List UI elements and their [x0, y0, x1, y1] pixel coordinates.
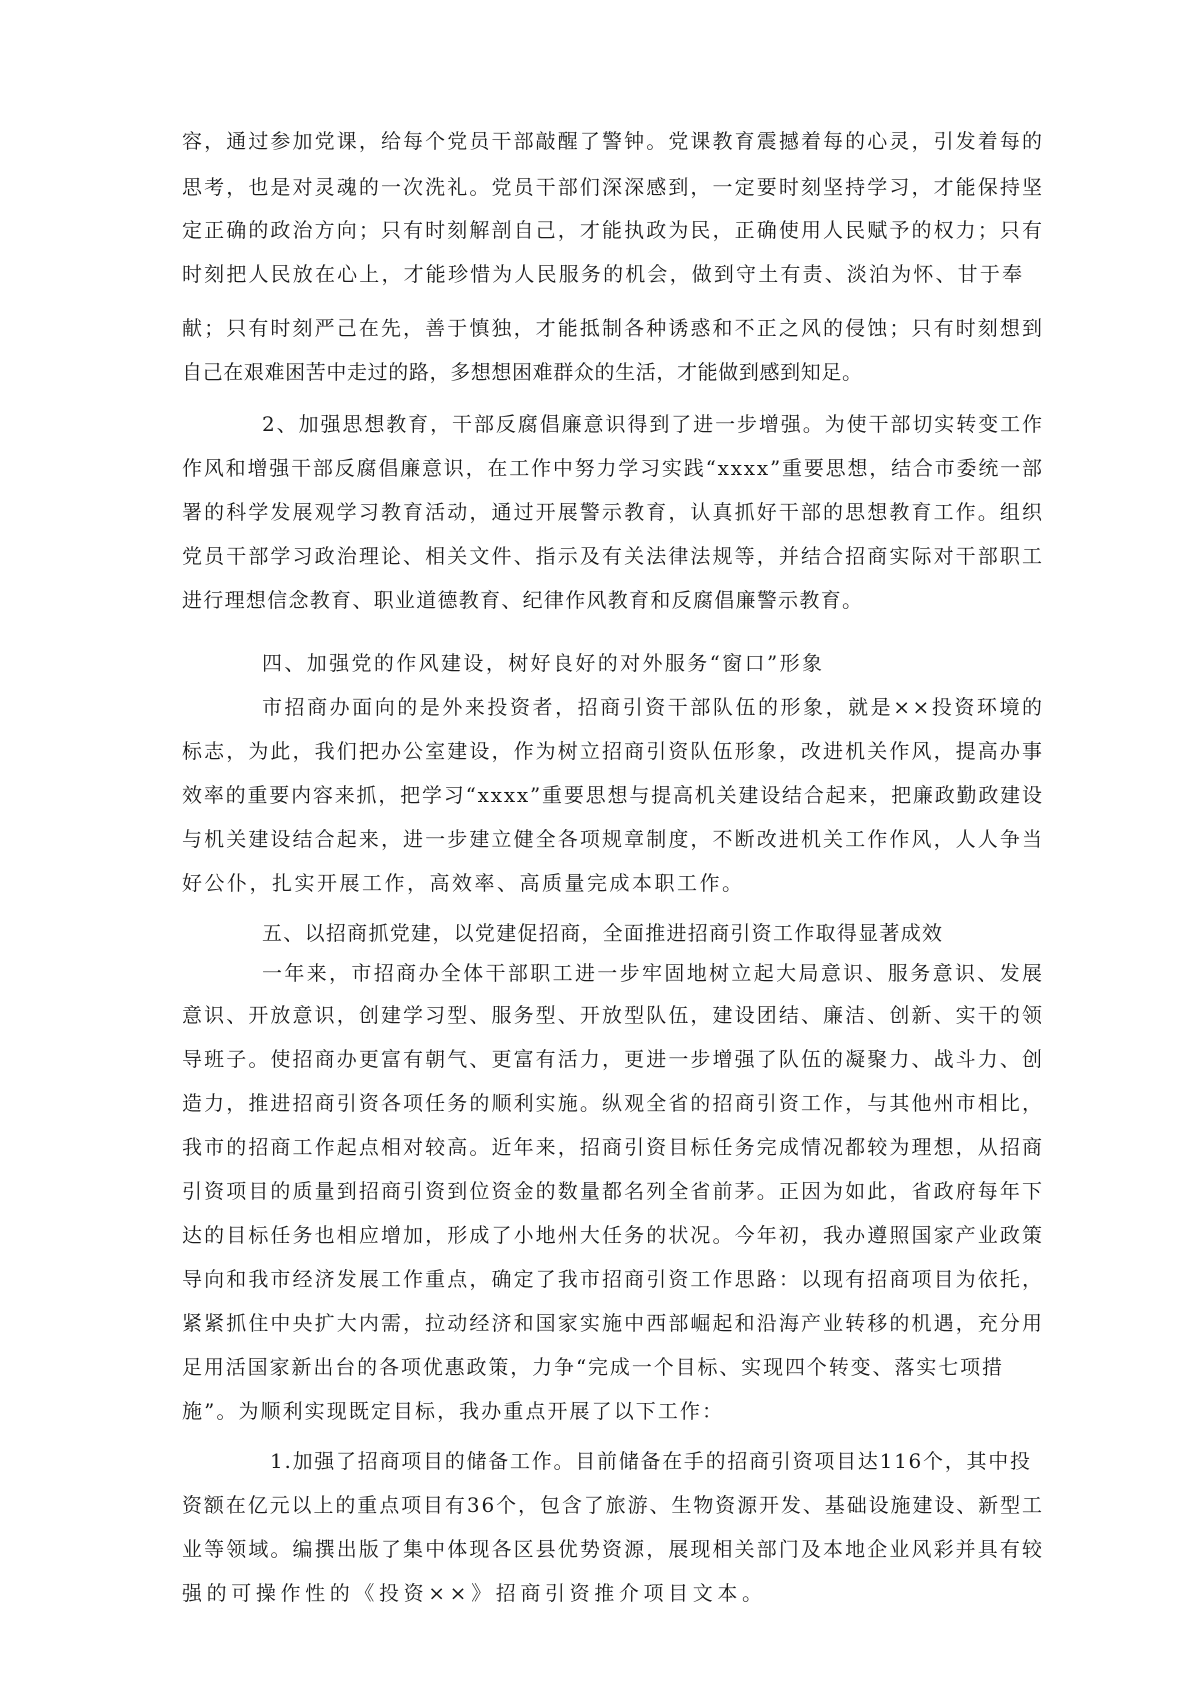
text-line: 1.加强了招商项目的储备工作。目前储备在手的招商引资项目达116个，其中投 [270, 1449, 1032, 1473]
text-line: 容，通过参加党课，给每个党员干部敲醒了警钟。党课教育震撼着每的心灵，引发着每的 [182, 129, 1045, 153]
text-line: 导班子。使招商办更富有朝气、更富有活力，更进一步增强了队伍的凝聚力、战斗力、创 [182, 1047, 1045, 1071]
text-line: 足用活国家新出台的各项优惠政策，力争“完成一个目标、实现四个转变、落实七项措 [182, 1355, 1004, 1379]
text-line: 党员干部学习政治理论、相关文件、指示及有关法律法规等，并结合招商实际对干部职工 [182, 544, 1045, 568]
text-line: 市招商办面向的是外来投资者，招商引资干部队伍的形象，就是××投资环境的 [262, 695, 1045, 719]
text-line: 业等领域。编撰出版了集中体现各区县优势资源，展现相关部门及本地企业风彩并具有较 [182, 1537, 1045, 1561]
text-line: 造力，推进招商引资各项任务的顺利实施。纵观全省的招商引资工作，与其他州市相比， [182, 1091, 1045, 1115]
text-line: 进行理想信念教育、职业道德教育、纪律作风教育和反腐倡廉警示教育。 [182, 588, 864, 612]
text-line: 达的目标任务也相应增加，形成了小地州大任务的状况。今年初，我办遵照国家产业政策 [182, 1223, 1045, 1247]
text-line: 一年来，市招商办全体干部职工进一步牢固地树立起大局意识、服务意识、发展 [262, 961, 1045, 985]
text-line: 定正确的政治方向；只有时刻解剖自己，才能执政为民，正确使用人民赋予的权力；只有 [182, 218, 1045, 242]
text-line: 献；只有时刻严己在先，善于慎独，才能抵制各种诱惑和不正之风的侵蚀；只有时刻想到 [182, 316, 1045, 340]
text-line: 作风和增强干部反腐倡廉意识，在工作中努力学习实践“xxxx”重要思想，结合市委统一部 [182, 456, 1044, 480]
text-line: 紧紧抓住中央扩大内需，拉动经济和国家实施中西部崛起和沿海产业转移的机遇，充分用 [182, 1311, 1045, 1335]
text-line: 强的可操作性的《投资××》招商引资推介项目文本。 [182, 1581, 767, 1605]
text-line: 2、加强思想教育，干部反腐倡廉意识得到了进一步增强。为使干部切实转变工作 [262, 412, 1044, 436]
text-line: 时刻把人民放在心上，才能珍惜为人民服务的机会，做到守土有责、淡泊为怀、甘于奉 [182, 262, 1025, 286]
section-heading: 五、以招商抓党建，以党建促招商，全面推进招商引资工作取得显著成效 [262, 921, 944, 945]
section-heading: 四、加强党的作风建设，树好良好的对外服务“窗口”形象 [262, 651, 825, 675]
text-line: 思考，也是对灵魂的一次洗礼。党员干部们深深感到，一定要时刻坚持学习，才能保持坚 [182, 175, 1045, 199]
text-line: 我市的招商工作起点相对较高。近年来，招商引资目标任务完成情况都较为理想，从招商 [182, 1135, 1045, 1159]
text-line: 效率的重要内容来抓，把学习“xxxx”重要思想与提高机关建设结合起来，把廉政勤政建设 [182, 783, 1044, 807]
text-line: 标志，为此，我们把办公室建设，作为树立招商引资队伍形象，改进机关作风，提高办事 [182, 739, 1045, 763]
text-line: 引资项目的质量到招商引资到位资金的数量都名列全省前茅。正因为如此，省政府每年下 [182, 1179, 1045, 1203]
text-line: 意识、开放意识，创建学习型、服务型、开放型队伍，建设团结、廉洁、创新、实干的领 [182, 1003, 1045, 1027]
text-line: 施”。为顺利实现既定目标，我办重点开展了以下工作： [182, 1399, 725, 1423]
text-line: 资额在亿元以上的重点项目有36个，包含了旅游、生物资源开发、基础设施建设、新型工 [182, 1493, 1044, 1517]
text-line: 好公仆，扎实开展工作，高效率、高质量完成本职工作。 [182, 871, 745, 895]
text-line: 导向和我市经济发展工作重点，确定了我市招商引资工作思路：以现有招商项目为依托， [182, 1267, 1045, 1291]
text-line: 署的科学发展观学习教育活动，通过开展警示教育，认真抓好干部的思想教育工作。组织 [182, 500, 1045, 524]
text-line: 自己在艰难困苦中走过的路，多想想困难群众的生活，才能做到感到知足。 [182, 360, 863, 384]
text-line: 与机关建设结合起来，进一步建立健全各项规章制度，不断改进机关工作作风，人人争当 [182, 827, 1045, 851]
